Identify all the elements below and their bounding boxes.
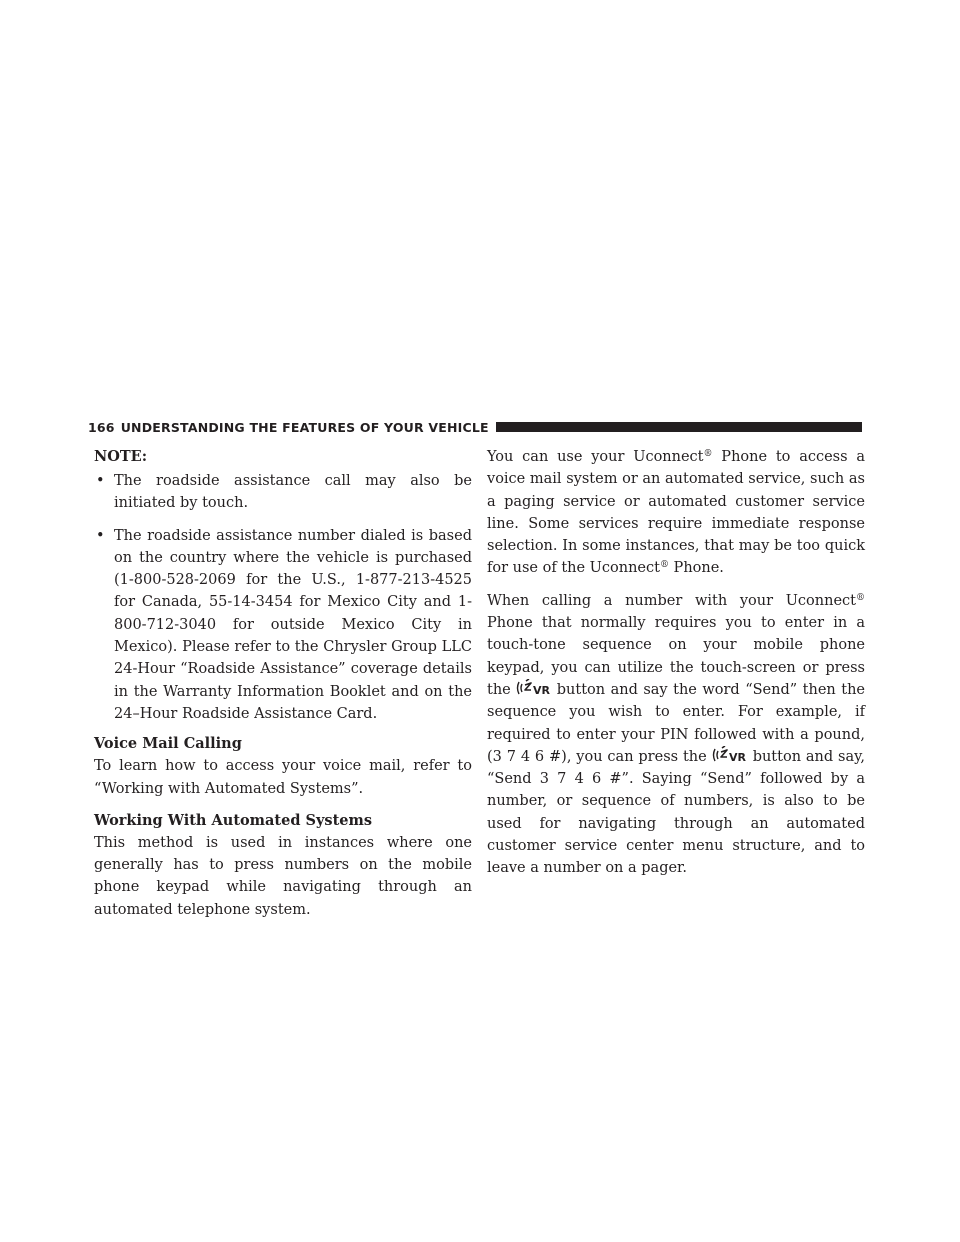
right-column bbox=[487, 446, 865, 880]
text-run: button and say the word “Send” then the sequence you wish to enter. For example, if required to enter your PIN followed with a pound, (3 7 4 6 #), you can press the bbox=[487, 681, 865, 765]
text-run: When calling a number with your Uconnect bbox=[487, 592, 856, 609]
note-bullet bbox=[94, 470, 472, 515]
bullet-dot: • bbox=[96, 473, 105, 489]
text-run: You can use your Uconnect bbox=[487, 449, 704, 465]
text-run: Phone that normally requires you to enter in a touch-tone sequence on your mobile phone keypad, you can utilize the touch-screen or press the bbox=[487, 615, 865, 698]
automated-systems-text: This method is used in instances where one generally has to press numbers on the mobile phone keypad while navigating through an automated telephone system. bbox=[94, 834, 472, 918]
page-header bbox=[88, 415, 862, 439]
note-bullet bbox=[94, 525, 472, 726]
note-bullet-text: The roadside assistance call may also be initiated by touch. bbox=[114, 473, 472, 512]
registered-mark: ® bbox=[856, 592, 865, 603]
automated-systems-heading: Working With Automated Systems bbox=[94, 811, 373, 829]
vr-icon-label: VR bbox=[728, 750, 746, 764]
voice-mail-text: To learn how to access your voice mail, refer to “Working with Automated Systems”. bbox=[94, 758, 472, 797]
touch-tone-paragraph bbox=[487, 590, 865, 880]
voice-recognition-icon bbox=[515, 679, 555, 697]
text-run: Phone. bbox=[668, 560, 724, 577]
uconnect-paragraph bbox=[487, 446, 865, 580]
header-rule bbox=[496, 422, 862, 432]
section-title: UNDERSTANDING THE FEATURES OF YOUR VEHICLE bbox=[120, 419, 489, 435]
voice-mail-heading: Voice Mail Calling bbox=[94, 735, 242, 753]
vr-icon-label: VR bbox=[532, 683, 550, 697]
page-number: 166 bbox=[88, 419, 115, 435]
note-bullet-text: The roadside assistance number dialed is based on the country where the vehicle is purchased (1-800-528-2069 for the U.S., 1-877-213-4525 for Canada, 55-14-3454 for Mexico City and 1-800-712-3040 for outside Mexico City in Mexico). Please refer to the Chrysler Group LLC 24-Hour “Roadside Assistance” coverage details in the Warranty Information Booklet and on the 24–Hour Roadside Assistance Card. bbox=[114, 527, 472, 722]
registered-mark: ® bbox=[703, 449, 713, 459]
bullet-dot: • bbox=[96, 527, 105, 544]
left-column bbox=[94, 446, 472, 921]
note-title: NOTE: bbox=[94, 448, 148, 465]
voice-recognition-icon bbox=[711, 746, 751, 764]
registered-mark: ® bbox=[659, 560, 669, 571]
text-run: Phone to access a voice mail system or an automated service, such as a paging service or automated customer service line. Some services require immediate response selection. In some instances, that may be too quick for use of the Uconnect bbox=[487, 449, 865, 577]
text-run: button and say, “Send 3 7 4 6 #”. Saying “Send” followed by a number, or sequence of numbers, is also to be used for navigating through an automated customer service center menu structure, and to leave a number on a pager. bbox=[487, 748, 865, 877]
